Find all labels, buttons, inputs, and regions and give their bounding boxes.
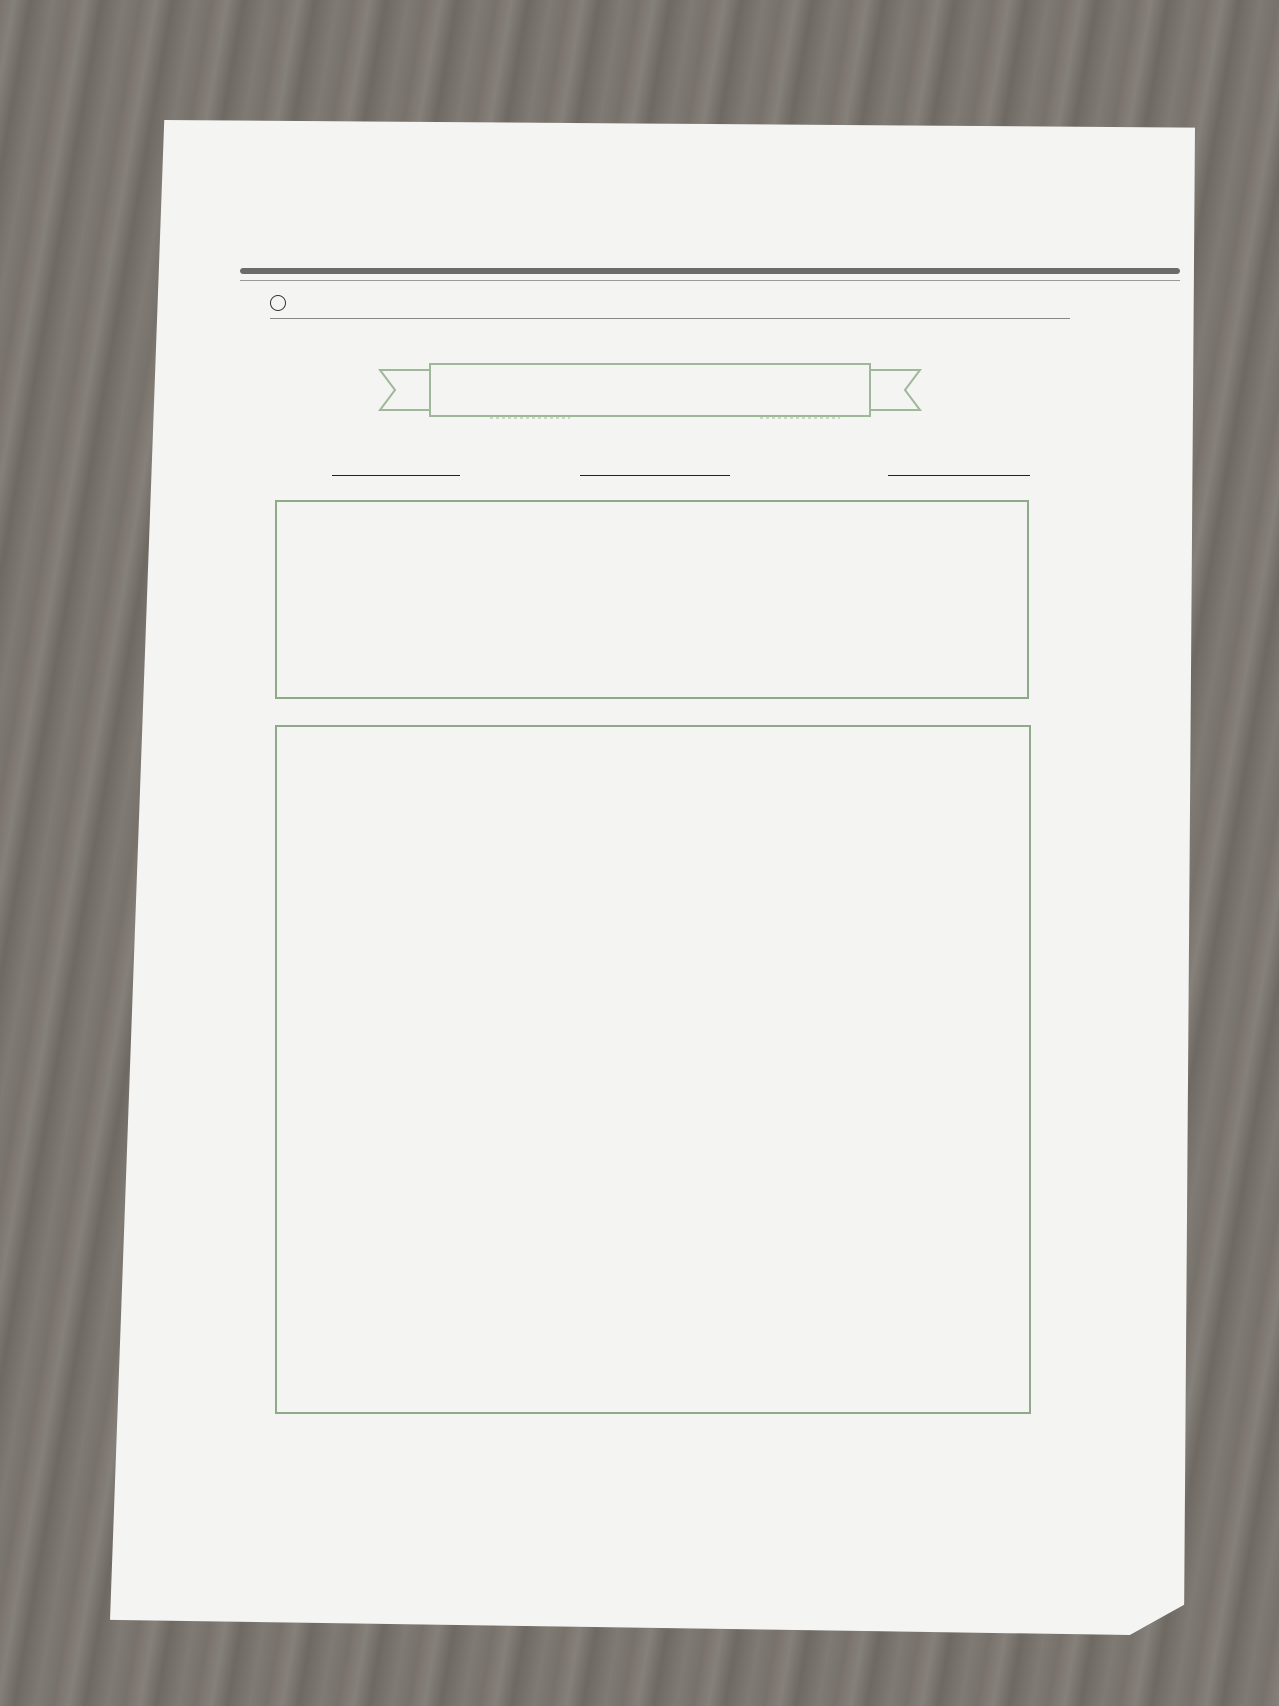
brand-logo-icon	[270, 295, 286, 311]
duration-underline	[888, 475, 1030, 476]
example-practice-section	[275, 725, 1031, 1414]
stroke-practice-section	[275, 500, 1029, 699]
brand-header	[270, 295, 316, 311]
date-underline	[332, 475, 460, 476]
brand-underline	[270, 318, 1070, 319]
name-underline	[580, 475, 730, 476]
top-rule-thin	[240, 280, 1180, 281]
top-rule	[240, 268, 1180, 274]
worksheet-paper	[110, 120, 1195, 1635]
title-banner	[370, 360, 930, 420]
